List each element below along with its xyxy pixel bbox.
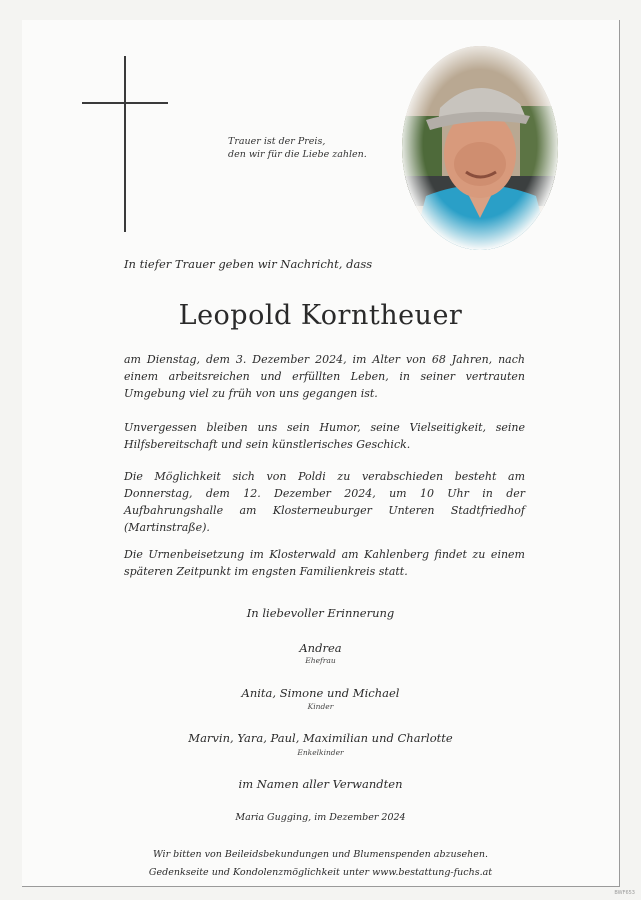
mourner-names: Marvin, Yara, Paul, Maximilian und Charlotte [188,731,453,745]
mourner-names: Andrea [299,641,342,655]
document-code: BWF653 [614,890,635,896]
mourner-role: Enkelkinder [297,748,344,757]
footer-line-1: Wir bitten von Beileidsbekundungen und Blumenspenden abzusehen. [152,849,489,860]
mourner-role: Ehefrau [305,656,336,665]
place-date: Maria Gugging, im Dezember 2024 [235,812,406,823]
portrait-illustration [402,46,558,250]
quote-line-1: Trauer ist der Preis, [228,136,326,147]
quote [228,135,367,161]
memory-line: In liebevoller Erinnerung [246,606,395,620]
portrait-photo [402,46,558,250]
footer-line-2: Gedenkseite und Kondolenzmöglichkeit unter www.bestattung-fuchs.at [148,867,493,878]
cross-vertical [124,56,126,232]
relatives-line: im Namen aller Verwandten [238,777,403,791]
quote-line-2: den wir für die Liebe zahlen. [228,149,367,160]
paragraph-memories: Unvergessen bleiben uns sein Humor, seine Vielseitigkeit, seine Hilfsbereitschaft und sein künstlerisches Geschick. [124,421,525,451]
intro-text: In tiefer Trauer geben wir Nachricht, dass [124,257,373,271]
paragraph-farewell: Die Möglichkeit sich von Poldi zu verabschieden besteht am Donnerstag, dem 12. Dezember 2024, um 10 Uhr in der Aufbahrungshalle am Klosterneuburger Unteren Stadtfriedhof (Martinstraße). [124,470,525,534]
paragraph-passing: am Dienstag, dem 3. Dezember 2024, im Alter von 68 Jahren, nach einem arbeitsreichen und erfüllten Leben, in seiner vertrauten Umgebung viel zu früh von uns gegangen ist. [124,353,525,400]
paragraph-burial: Die Urnenbeisetzung im Klosterwald am Kahlenberg findet zu einem späteren Zeitpunkt im engsten Familienkreis statt. [124,548,525,578]
cross-horizontal [82,102,168,104]
mourner-role: Kinder [307,702,334,711]
mourner-names: Anita, Simone und Michael [241,686,400,700]
deceased-name: Leopold Korntheuer [178,300,463,331]
